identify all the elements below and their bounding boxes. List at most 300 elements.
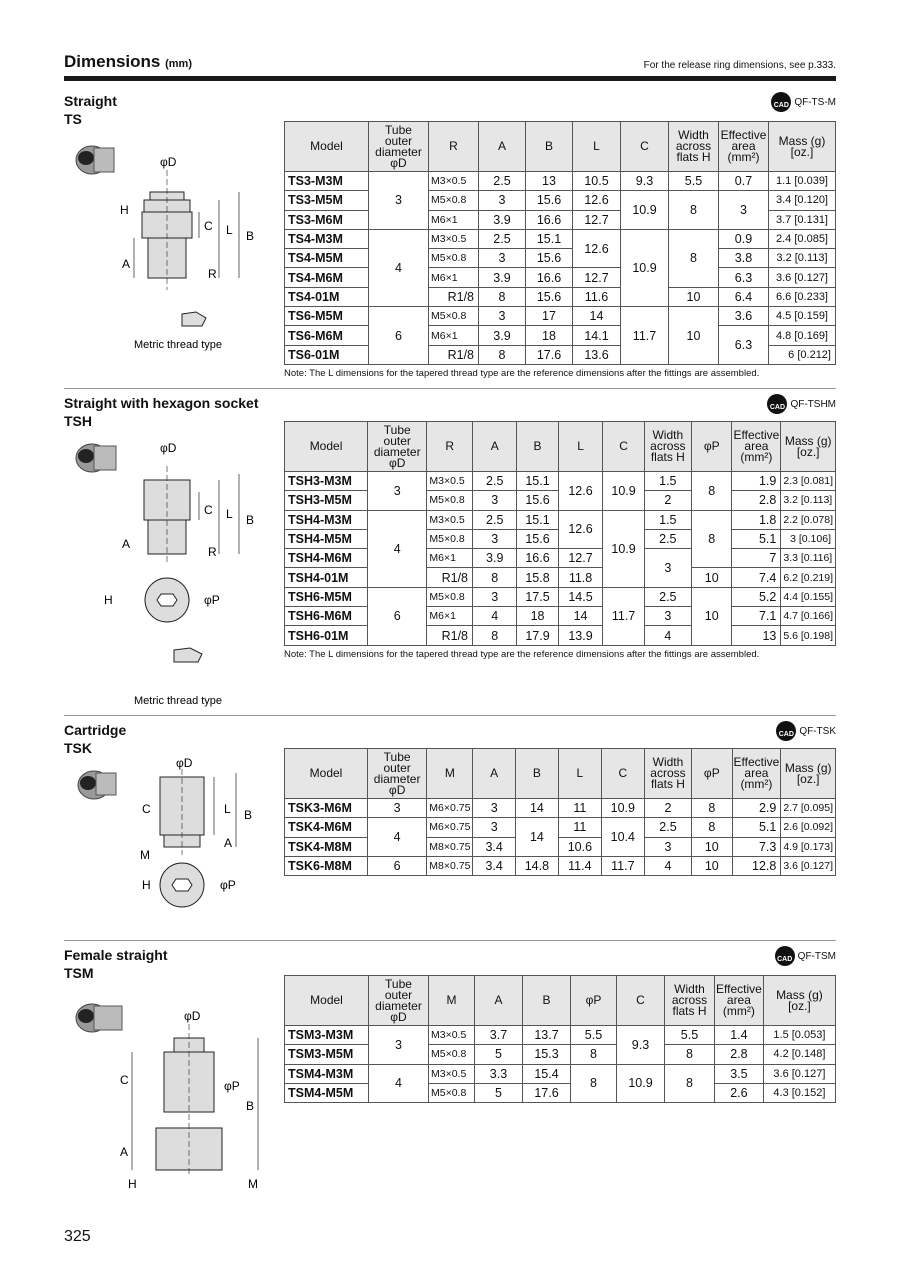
table-cell: 2 [644, 491, 691, 510]
table-cell: 15.3 [523, 1045, 571, 1064]
label-b: B [244, 808, 253, 822]
label-r: R [208, 545, 217, 559]
table-cell: M6×1 [429, 268, 479, 287]
col-header: M [427, 749, 473, 799]
table-cell: 2.8 [715, 1045, 764, 1064]
page-header [64, 52, 836, 82]
table-cell: R1/8 [429, 345, 479, 364]
table-cell: TSK6-M8M [285, 856, 368, 875]
table-row [285, 172, 836, 191]
table-cell: 3.4 [0.120] [769, 191, 836, 210]
label-l: L [226, 223, 233, 237]
table-cell: M3×0.5 [429, 1064, 475, 1083]
table-cell: 3 [479, 249, 526, 268]
table-cell: 10.9 [621, 191, 669, 230]
table-row [285, 587, 836, 606]
table-cell: TSH3-M3M [285, 472, 368, 491]
label-b: B [246, 513, 255, 527]
table-cell: M6×0.75 [427, 799, 473, 818]
label-a: A [224, 836, 233, 850]
col-header: R [427, 422, 473, 472]
cad-link[interactable]: CAD QF-TSK [776, 721, 836, 741]
col-header: M [429, 976, 475, 1026]
table-cell: 3.6 [719, 307, 769, 326]
label-phid: φD [160, 155, 177, 169]
section-rule [64, 715, 836, 716]
table-cell: 2.7 [0.095] [781, 799, 836, 818]
table-cell: TS4-M5M [285, 249, 369, 268]
table-cell: 0.9 [719, 229, 769, 248]
table-cell: 11.6 [573, 287, 621, 306]
table-row [285, 1083, 836, 1102]
table-cell: 3 [479, 191, 526, 210]
table-cell: 13 [526, 172, 573, 191]
label-phid: φD [160, 441, 177, 455]
table-cell: M5×0.8 [429, 1083, 475, 1102]
table-cell: 4 [369, 1064, 429, 1103]
table-cell: 13 [732, 626, 781, 645]
label-m: M [248, 1177, 258, 1191]
table-cell: 3.2 [0.113] [781, 491, 836, 510]
table-cell: 15.8 [517, 568, 558, 587]
label-l: L [224, 802, 231, 816]
table-cell: 5.5 [665, 1026, 715, 1045]
table-cell: 10.9 [621, 229, 669, 306]
section-tsk [64, 715, 836, 935]
label-b: B [246, 1099, 255, 1113]
col-header: Model [285, 122, 369, 172]
table-cell: 5.5 [571, 1026, 617, 1045]
table-cell: 7.1 [732, 607, 781, 626]
table-cell: 11.7 [603, 587, 644, 645]
table-cell: 10 [669, 307, 719, 365]
table-cell: 2.5 [644, 818, 691, 837]
col-header: Effective area (mm²) [732, 749, 781, 799]
label-phid: φD [176, 756, 193, 770]
section-code: TSM [64, 965, 94, 981]
label-a: A [122, 257, 131, 271]
table-cell: 14 [515, 799, 558, 818]
label-phid: φD [184, 1009, 201, 1023]
col-header: Tube outer diameter φD [368, 422, 427, 472]
col-header: φP [692, 749, 732, 799]
table-cell: TSK3-M6M [285, 799, 368, 818]
table-row [285, 626, 836, 645]
table-cell: 8 [692, 510, 732, 568]
table-row [285, 818, 836, 837]
col-header: A [475, 976, 523, 1026]
table-row [285, 268, 836, 287]
table-cell: 2.6 [0.092] [781, 818, 836, 837]
tsk-drawing [64, 755, 274, 915]
table-cell: TSH4-M3M [285, 510, 368, 529]
table-cell: 8 [479, 287, 526, 306]
table-cell: 14 [573, 307, 621, 326]
table-cell: M6×1 [429, 326, 479, 345]
col-header: Effective area (mm²) [715, 976, 764, 1026]
table-cell: 3.7 [475, 1026, 523, 1045]
label-c: C [204, 503, 213, 517]
table-cell: 15.1 [517, 472, 558, 491]
col-header: φP [692, 422, 732, 472]
table-cell: M3×0.5 [427, 472, 473, 491]
table-cell: 17.6 [526, 345, 573, 364]
table-cell: 6.6 [0.233] [769, 287, 836, 306]
col-header: Mass (g) [oz.] [781, 749, 836, 799]
table-cell: 2.4 [0.085] [769, 229, 836, 248]
table-cell: 4.3 [0.152] [763, 1083, 835, 1102]
col-header: Effective area (mm²) [732, 422, 781, 472]
table-cell: 10 [669, 287, 719, 306]
table-cell: 12.7 [573, 210, 621, 229]
table-cell: 12.6 [558, 472, 603, 511]
table-row [285, 510, 836, 529]
table-row [285, 287, 836, 306]
col-header: Model [285, 749, 368, 799]
table-cell: TSM3-M3M [285, 1026, 369, 1045]
table-cell: TSK4-M6M [285, 818, 368, 837]
tsk-table [284, 748, 836, 876]
table-cell: 3 [369, 1026, 429, 1065]
table-cell: 4 [644, 626, 691, 645]
table-cell: 15.6 [517, 491, 558, 510]
col-header: C [617, 976, 665, 1026]
table-cell: 6.3 [719, 268, 769, 287]
table-cell: M8×0.75 [427, 856, 473, 875]
table-cell: TS4-M3M [285, 229, 369, 248]
table-cell: 3.3 [475, 1064, 523, 1083]
tsh-table [284, 421, 836, 646]
table-cell: 10.4 [601, 818, 644, 857]
table-cell: M6×0.75 [427, 818, 473, 837]
header-rule [64, 76, 836, 81]
table-cell: M5×0.8 [427, 529, 473, 548]
table-cell: 3.9 [479, 326, 526, 345]
ts-drawing [64, 130, 274, 360]
table-cell: 16.6 [526, 268, 573, 287]
table-cell: 15.4 [523, 1064, 571, 1083]
table-cell: TS6-M5M [285, 307, 369, 326]
table-cell: TS3-M5M [285, 191, 369, 210]
label-metric: Metric thread type [134, 339, 223, 351]
table-cell: TSH3-M5M [285, 491, 368, 510]
table-cell: 14.5 [558, 587, 603, 606]
table-cell: 5 [475, 1083, 523, 1102]
col-header: Width across flats H [665, 976, 715, 1026]
table-cell: 8 [692, 799, 732, 818]
table-cell: 2.8 [732, 491, 781, 510]
col-header: C [603, 422, 644, 472]
table-cell: 2.5 [644, 529, 691, 548]
table-cell: 4.2 [0.148] [763, 1045, 835, 1064]
section-title: Female straight [64, 947, 168, 963]
label-l: L [226, 507, 233, 521]
table-cell: 17.5 [517, 587, 558, 606]
label-a: A [120, 1145, 129, 1159]
table-cell: TSH6-M6M [285, 607, 368, 626]
section-rule [64, 388, 836, 389]
cad-link[interactable]: CAD QF-TS-M [771, 92, 836, 112]
table-cell: 12.6 [573, 191, 621, 210]
table-cell: 4.5 [0.159] [769, 307, 836, 326]
table-cell: 3 [479, 307, 526, 326]
table-cell: 17.9 [517, 626, 558, 645]
col-header: L [558, 749, 601, 799]
table-cell: 2 [644, 799, 691, 818]
table-cell: 15.6 [517, 529, 558, 548]
table-row [285, 549, 836, 568]
table-cell: 15.1 [517, 510, 558, 529]
table-row [285, 837, 836, 856]
table-cell: M3×0.5 [429, 1026, 475, 1045]
table-row [285, 307, 836, 326]
section-ts [64, 90, 836, 385]
table-cell: 3.3 [0.116] [781, 549, 836, 568]
col-header: L [573, 122, 621, 172]
table-cell: 4 [368, 818, 427, 857]
tsh-drawing [64, 428, 274, 708]
table-cell: 3 [369, 172, 429, 230]
header-note: For the release ring dimensions, see p.333. [643, 60, 836, 71]
table-cell: 8 [692, 818, 732, 837]
label-c: C [120, 1073, 129, 1087]
table-cell: 11 [558, 818, 601, 837]
table-cell: R1/8 [427, 568, 473, 587]
table-cell: TSK4-M8M [285, 837, 368, 856]
table-cell: 3 [644, 549, 691, 588]
col-header: Mass (g) [oz.] [769, 122, 836, 172]
table-cell: 4.7 [0.166] [781, 607, 836, 626]
table-cell: 6 [369, 307, 429, 365]
cad-link[interactable]: CAD QF-TSM [775, 946, 836, 966]
table-row [285, 856, 836, 875]
col-header: B [526, 122, 573, 172]
table-row [285, 607, 836, 626]
table-row [285, 249, 836, 268]
table-cell: 10 [692, 568, 732, 587]
table-cell: M5×0.8 [429, 191, 479, 210]
page-title: Dimensions (mm) [64, 52, 192, 71]
table-cell: TSH4-01M [285, 568, 368, 587]
label-metric: Metric thread type [134, 695, 223, 707]
cad-link[interactable]: CAD QF-TSHM [767, 394, 836, 414]
table-cell: 18 [526, 326, 573, 345]
table-cell: TSH4-M6M [285, 549, 368, 568]
col-header: A [473, 422, 517, 472]
table-cell: TSM4-M5M [285, 1083, 369, 1102]
table-row [285, 326, 836, 345]
table-cell: TS3-M3M [285, 172, 369, 191]
tsm-drawing [64, 980, 274, 1200]
section-tsm [64, 940, 836, 1200]
col-header: B [517, 422, 558, 472]
table-cell: 2.5 [473, 472, 517, 491]
table-cell: 5.5 [669, 172, 719, 191]
table-cell: 3 [473, 529, 517, 548]
table-cell: 3.6 [0.127] [781, 856, 836, 875]
table-row [285, 1026, 836, 1045]
table-row [285, 229, 836, 248]
table-cell: 12.7 [573, 268, 621, 287]
table-cell: 10 [692, 856, 732, 875]
table-cell: 9.3 [617, 1026, 665, 1065]
table-row [285, 191, 836, 210]
table-cell: 1.5 [0.053] [763, 1026, 835, 1045]
col-header: Tube outer diameter φD [369, 976, 429, 1026]
table-cell: 10.9 [617, 1064, 665, 1103]
table-cell: 2.3 [0.081] [781, 472, 836, 491]
table-cell: 11.8 [558, 568, 603, 587]
col-header: L [558, 422, 603, 472]
section-title: Cartridge [64, 722, 127, 738]
table-cell: 8 [692, 472, 732, 511]
table-cell: 2.6 [715, 1083, 764, 1102]
table-cell: TSM4-M3M [285, 1064, 369, 1083]
table-cell: 12.7 [558, 549, 603, 568]
table-cell: 15.6 [526, 287, 573, 306]
col-header: Mass (g) [oz.] [781, 422, 836, 472]
table-cell: 2.9 [732, 799, 781, 818]
table-cell: 3.8 [719, 249, 769, 268]
table-cell: M6×1 [429, 210, 479, 229]
table-cell: M8×0.75 [427, 837, 473, 856]
table-cell: 2.2 [0.078] [781, 510, 836, 529]
table-cell: 17.6 [523, 1083, 571, 1102]
label-c: C [204, 219, 213, 233]
col-header: Width across flats H [644, 749, 691, 799]
label-a: A [122, 537, 131, 551]
col-header: C [601, 749, 644, 799]
table-cell: M3×0.5 [429, 172, 479, 191]
cad-icon: CAD [771, 92, 791, 112]
table-cell: 7.4 [732, 568, 781, 587]
section-rule [64, 940, 836, 941]
table-cell: 3.9 [479, 210, 526, 229]
table-cell: 15.6 [526, 191, 573, 210]
table-cell: M5×0.8 [429, 1045, 475, 1064]
table-cell: 6.2 [0.219] [781, 568, 836, 587]
table-row [285, 799, 836, 818]
table-cell: 14.8 [515, 856, 558, 875]
section-title: Straight with hexagon socket [64, 395, 259, 411]
table-cell: 3.9 [479, 268, 526, 287]
table-cell: 4.8 [0.169] [769, 326, 836, 345]
table-cell: 1.4 [715, 1026, 764, 1045]
cad-icon: CAD [767, 394, 787, 414]
table-cell: 3 [473, 491, 517, 510]
section-code: TSH [64, 413, 92, 429]
table-cell: M6×1 [427, 607, 473, 626]
table-cell: 8 [669, 229, 719, 287]
col-header: Model [285, 422, 368, 472]
table-cell: 13.6 [573, 345, 621, 364]
table-cell: 4 [473, 607, 517, 626]
table-cell: 10 [692, 587, 732, 645]
label-c: C [142, 802, 151, 816]
table-cell: TSH4-M5M [285, 529, 368, 548]
table-cell: 3.2 [0.113] [769, 249, 836, 268]
table-cell: TS6-M6M [285, 326, 369, 345]
table-cell: 8 [473, 626, 517, 645]
label-h: H [128, 1177, 137, 1191]
label-phip: φP [224, 1079, 240, 1093]
table-cell: TS4-M6M [285, 268, 369, 287]
table-note: Note: The L dimensions for the tapered thread type are the reference dimensions after the fittings are assembled. [284, 649, 760, 660]
table-row [285, 568, 836, 587]
table-cell: M3×0.5 [429, 229, 479, 248]
table-cell: 4 [368, 510, 427, 587]
table-cell: TS3-M6M [285, 210, 369, 229]
table-cell: 16.6 [526, 210, 573, 229]
col-header: φP [571, 976, 617, 1026]
table-cell: R1/8 [429, 287, 479, 306]
table-cell: 3.4 [473, 856, 515, 875]
table-cell: 8 [479, 345, 526, 364]
page-number: 325 [64, 1228, 91, 1245]
col-header: R [429, 122, 479, 172]
table-cell: 1.5 [644, 472, 691, 491]
table-cell: 3.4 [473, 837, 515, 856]
table-cell: 3.7 [0.131] [769, 210, 836, 229]
col-header: Effective area (mm²) [719, 122, 769, 172]
table-cell: 8 [571, 1064, 617, 1103]
table-cell: 15.6 [526, 249, 573, 268]
tsm-table [284, 975, 836, 1103]
table-cell: 14 [558, 607, 603, 626]
col-header: Model [285, 976, 369, 1026]
label-h: H [142, 878, 151, 892]
table-cell: 5.6 [0.198] [781, 626, 836, 645]
cad-icon: CAD [776, 721, 796, 741]
table-row [285, 1045, 836, 1064]
col-header: Width across flats H [644, 422, 691, 472]
table-cell: 7 [732, 549, 781, 568]
section-code: TSK [64, 740, 92, 756]
label-r: R [208, 267, 217, 281]
table-cell: 0.7 [719, 172, 769, 191]
table-cell: 10.6 [558, 837, 601, 856]
table-cell: M3×0.5 [427, 510, 473, 529]
table-cell: TSH6-M5M [285, 587, 368, 606]
table-cell: 10.5 [573, 172, 621, 191]
table-cell: 10.9 [603, 472, 644, 511]
table-cell: 6.3 [719, 326, 769, 365]
table-cell: 2.5 [473, 510, 517, 529]
table-cell: 18 [517, 607, 558, 626]
table-cell: 3.5 [715, 1064, 764, 1083]
label-phip: φP [204, 593, 220, 607]
table-cell: TSH6-01M [285, 626, 368, 645]
table-cell: 4 [644, 856, 691, 875]
table-cell: 4 [369, 229, 429, 306]
table-cell: 3 [0.106] [781, 529, 836, 548]
table-cell: 3 [644, 607, 691, 626]
table-cell: M5×0.8 [429, 307, 479, 326]
table-cell: 5.1 [732, 529, 781, 548]
ts-table [284, 121, 836, 365]
table-row [285, 472, 836, 491]
table-cell: 5.1 [732, 818, 781, 837]
table-cell: TS6-01M [285, 345, 369, 364]
col-header: Width across flats H [669, 122, 719, 172]
table-cell: 8 [473, 568, 517, 587]
table-cell: 12.6 [558, 510, 603, 549]
table-cell: M5×0.8 [427, 491, 473, 510]
col-header: Tube outer diameter φD [368, 749, 427, 799]
table-cell: 4.9 [0.173] [781, 837, 836, 856]
table-cell: 15.1 [526, 229, 573, 248]
table-cell: 8 [665, 1045, 715, 1064]
